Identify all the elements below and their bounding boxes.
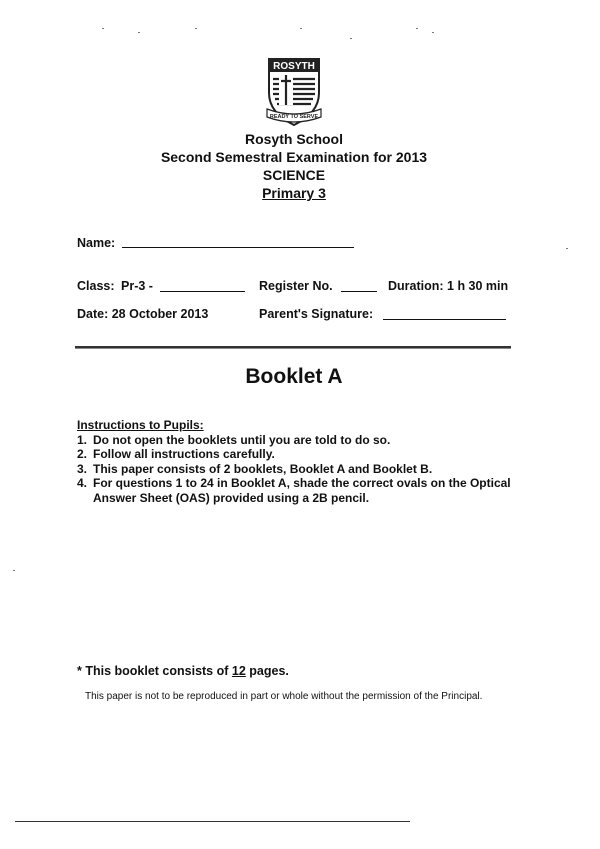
instruction-text: Follow all instructions carefully. [93, 447, 275, 461]
name-label: Name: [77, 236, 116, 250]
instruction-number: 4. [77, 476, 88, 490]
instruction-text: Do not open the booklets until you are told to do so. [93, 432, 391, 447]
instructions-section [77, 418, 517, 505]
scan-speck [102, 28, 104, 29]
instruction-number: 3. [77, 461, 88, 476]
class-blank-line[interactable] [160, 291, 245, 292]
divider-rule [75, 346, 511, 349]
exam-header [0, 130, 588, 202]
school-name: Rosyth School [244, 131, 343, 147]
exam-title: Second Semestral Examination for 2013 [160, 149, 428, 165]
register-label: Register No. [259, 279, 333, 293]
instructions-heading: Instructions to Pupils: [77, 418, 204, 432]
booklet-title: Booklet A [245, 365, 343, 388]
crest-motto-text: READY TO SERVE [269, 114, 319, 120]
scan-speck [416, 28, 418, 29]
signature-blank-line[interactable] [383, 319, 506, 320]
copyright-notice: This paper is not to be reproduced in part or whole without the permission of the Principal. [85, 691, 483, 702]
pages-note [77, 664, 289, 678]
pages-note-prefix: * This booklet consists of [77, 664, 232, 678]
crest-name-text: ROSYTH [273, 61, 315, 72]
scan-speck [13, 570, 15, 571]
date-text: Date: 28 October 2013 [77, 307, 209, 321]
level-title: Primary 3 [262, 185, 326, 201]
scan-speck [350, 38, 352, 39]
name-blank-line[interactable] [122, 247, 354, 248]
instruction-item [77, 462, 517, 477]
scan-speck [566, 248, 568, 249]
class-prefix: Pr-3 - [121, 279, 153, 293]
register-blank-line[interactable] [341, 291, 377, 292]
class-label: Class: [77, 279, 115, 293]
instruction-item [77, 476, 517, 505]
instruction-item [77, 433, 517, 448]
instruction-item [77, 447, 517, 462]
scan-speck [432, 32, 434, 33]
footer-line [15, 821, 410, 822]
instruction-number: 2. [77, 447, 88, 461]
subject-title: SCIENCE [262, 167, 326, 183]
instruction-text: For questions 1 to 24 in Booklet A, shade the correct ovals on the Optical Answer Sheet (OAS) provided using a 2B pencil. [93, 476, 511, 505]
signature-label: Parent's Signature: [259, 307, 374, 321]
scan-speck [195, 28, 197, 29]
pages-note-suffix: pages. [245, 664, 289, 678]
instruction-number: 1. [77, 432, 88, 447]
scan-speck [300, 28, 302, 29]
duration-text: Duration: 1 h 30 min [388, 279, 509, 293]
instruction-text: This paper consists of 2 booklets, Booklet A and Booklet B. [93, 461, 433, 476]
school-crest-logo [263, 53, 325, 129]
page-count: 12 [231, 664, 246, 678]
scan-speck [138, 32, 140, 33]
